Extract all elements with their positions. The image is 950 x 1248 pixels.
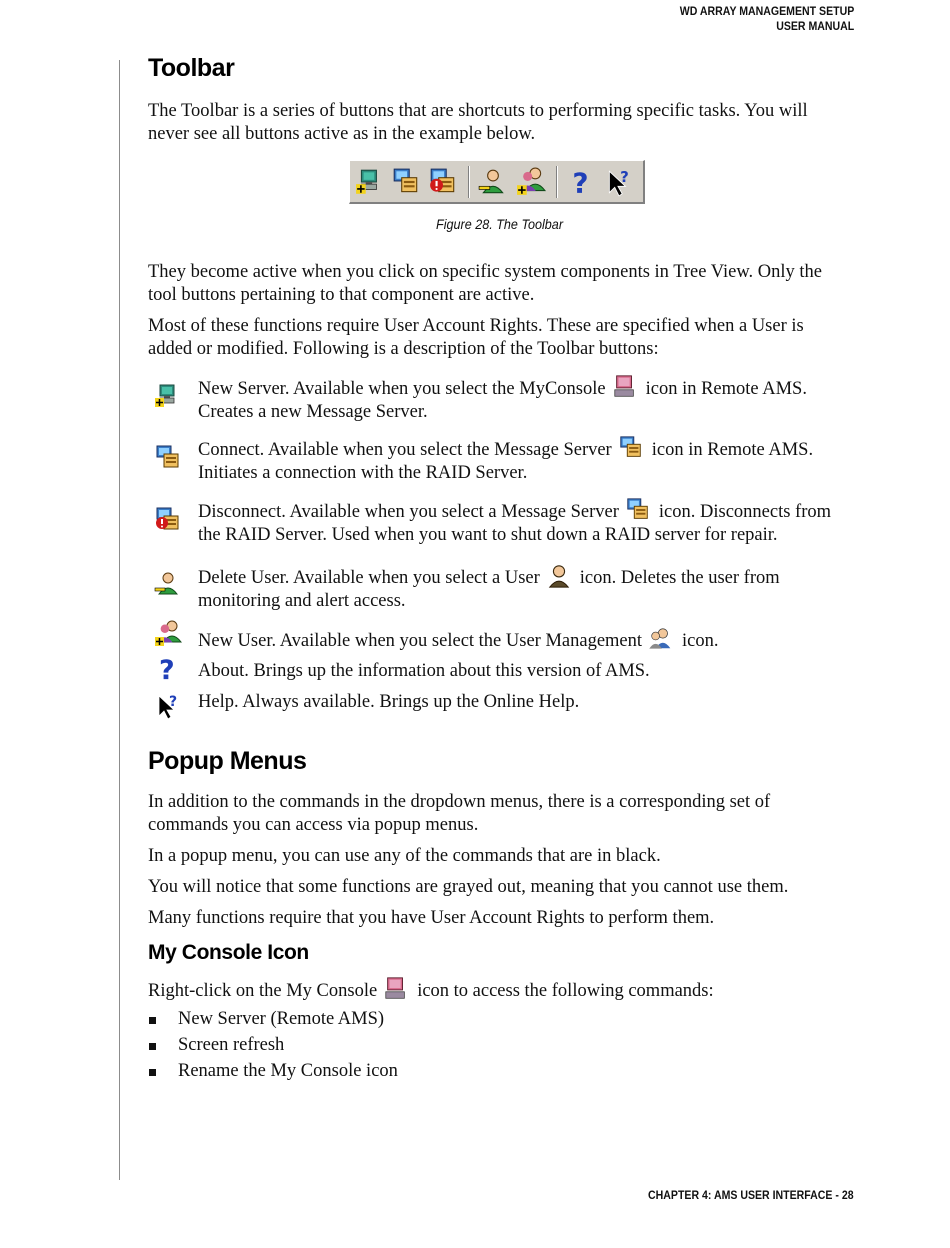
my-console-icon (383, 976, 409, 1002)
list-item (198, 435, 858, 485)
toolbar-para-3: Most of these functions require User Account Rights. These are specified when a User is added or modified. Following is a description of the Toolbar buttons: (148, 316, 804, 359)
item-text: New Server. Available when you select the MyConsole (198, 379, 606, 399)
item-text: Help. Always available. Brings up the Online Help. (198, 692, 580, 712)
item-text: icon. Deletes the user from (579, 568, 780, 588)
toolbar-intro: The Toolbar is a series of buttons that are shortcuts to performing specific tasks. You will never see all buttons active as in the example below. (148, 101, 808, 144)
new-user-icon (154, 620, 182, 648)
subsection-title-my-console: My Console Icon (148, 941, 309, 964)
user-management-icon (648, 626, 674, 652)
bullet-item: New Server (Remote AMS) (178, 1009, 385, 1029)
item-text: icon in Remote AMS. (645, 379, 807, 399)
item-text: New User. Available when you select the User Management (198, 631, 643, 651)
running-footer: CHAPTER 4: AMS USER INTERFACE - 28 (648, 1188, 854, 1202)
item-text: Initiates a connection with the RAID Server. (198, 463, 528, 483)
popup-para-1: In addition to the commands in the dropdown menus, there is a corresponding set of commands you can access via popup menus. (148, 792, 771, 835)
item-text: icon. Disconnects from (658, 502, 832, 522)
section-title-toolbar: Toolbar (148, 54, 235, 82)
intro-text: icon to access the following commands: (417, 981, 714, 1001)
item-text: the RAID Server. Used when you want to shut down a RAID server for repair. (198, 525, 778, 545)
my-console-icon (612, 374, 638, 400)
running-header (680, 4, 854, 34)
item-text: icon. (682, 631, 719, 651)
toolbar-delete-user-icon (478, 167, 508, 197)
delete-user-icon (154, 570, 182, 598)
toolbar-about-icon (566, 167, 596, 197)
toolbar-help-icon (604, 167, 634, 197)
list-item (198, 563, 858, 613)
intro-text: Right-click on the My Console (148, 981, 378, 1001)
list-item (198, 691, 858, 714)
help-icon (154, 692, 182, 720)
svg-text:?: ? (620, 168, 629, 186)
toolbar-new-user-icon (516, 167, 546, 197)
new-server-icon (154, 382, 182, 410)
popup-para-4: Many functions require that you have User Account Rights to perform them. (148, 908, 715, 928)
popup-para-2: In a popup menu, you can use any of the commands that are in black. (148, 846, 661, 866)
toolbar-disconnect-icon (428, 167, 458, 197)
item-text: icon in Remote AMS. (651, 440, 814, 460)
popup-para-3: You will notice that some functions are grayed out, meaning that you cannot use them. (148, 877, 789, 897)
toolbar-connect-icon (391, 167, 421, 197)
svg-text:?: ? (169, 694, 178, 710)
item-text: Creates a new Message Server. (198, 402, 428, 422)
toolbar-separator (468, 166, 470, 198)
message-server-icon (618, 435, 644, 461)
list-item (198, 626, 858, 653)
message-server-icon (625, 497, 651, 523)
disconnect-icon (154, 506, 182, 534)
svg-text:?: ? (572, 167, 589, 197)
item-text: Connect. Available when you select the Message Server (198, 440, 612, 460)
header-line-1: WD ARRAY MANAGEMENT SETUP (679, 4, 854, 18)
bullet-item: Rename the My Console icon (178, 1061, 398, 1081)
about-icon (154, 655, 182, 683)
margin-rule (119, 60, 120, 1180)
toolbar-figure (349, 160, 645, 204)
header-line-2: USER MANUAL (775, 19, 854, 33)
item-text: monitoring and alert access. (198, 591, 406, 611)
toolbar-new-server-icon (355, 167, 385, 197)
toolbar-separator (556, 166, 558, 198)
connect-icon (154, 444, 182, 472)
bullet-marker (149, 1069, 156, 1076)
item-text: Disconnect. Available when you select a Message Server (198, 502, 619, 522)
bullet-marker (149, 1017, 156, 1024)
list-item (198, 374, 858, 424)
item-text: Delete User. Available when you select a User (198, 568, 540, 588)
list-item (198, 660, 858, 683)
user-icon (546, 563, 572, 589)
console-intro (148, 976, 848, 1003)
section-title-popup-menus: Popup Menus (148, 747, 307, 775)
toolbar-para-2: They become active when you click on specific system components in Tree View. Only the tool buttons pertaining to that component are active. (148, 262, 822, 305)
svg-text:?: ? (159, 655, 175, 683)
figure-caption: Figure 28. The Toolbar (436, 216, 564, 232)
bullet-item: Screen refresh (178, 1035, 285, 1055)
list-item (198, 497, 858, 547)
bullet-marker (149, 1043, 156, 1050)
item-text: About. Brings up the information about this version of AMS. (198, 661, 650, 681)
